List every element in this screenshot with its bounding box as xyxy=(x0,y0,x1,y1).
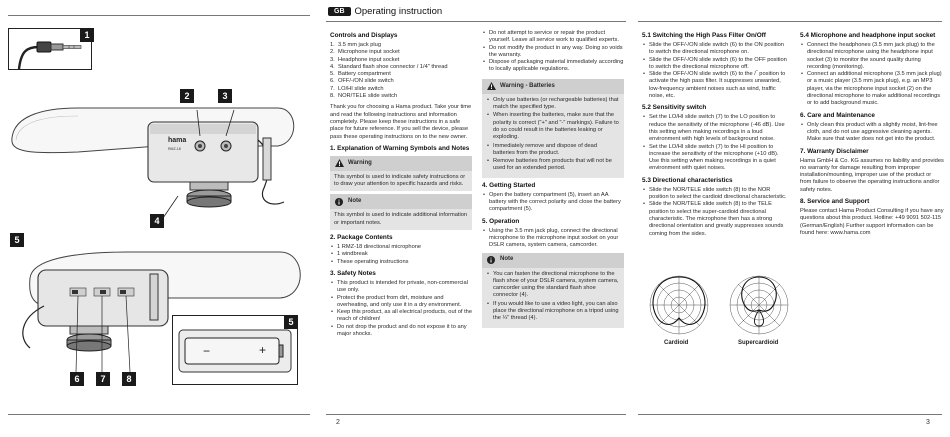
microphone-front-illustration xyxy=(8,90,298,220)
list-item: • Slide the OFF/-/ON slide switch (6) to the OFF position to switch the directional microphone off. xyxy=(642,57,788,72)
note-text: This symbol is used to indicate additional information or important notes. xyxy=(330,209,472,230)
battery-warning-notice xyxy=(482,79,624,178)
note-label: Note xyxy=(348,198,362,205)
list-item: 3. Headphone input socket xyxy=(330,56,400,63)
callout-7: 7 xyxy=(96,372,110,386)
s7-heading: 7. Warranty Disclaimer xyxy=(800,147,869,155)
list-item: • Remove batteries from products that will not be used for an extended period. xyxy=(486,158,620,173)
controls-heading: Controls and Displays xyxy=(330,32,398,39)
s6-list xyxy=(800,122,944,144)
list-item: • Do not attempt to service or repair the product yourself. Leave all service work to qualified experts. xyxy=(482,30,624,45)
page-number: 3 xyxy=(926,419,930,426)
list-item: • Slide the NOR/TELE slide switch (8) to the TELE position to select the super-cardioid directional characteristic. The microphone then has a strong directional orientation and greatly suppresses sounds coming from the sides. xyxy=(642,201,788,237)
note-icon xyxy=(486,256,496,265)
page-number: 2 xyxy=(336,419,340,426)
sec5-heading: 5. Operation xyxy=(482,217,520,225)
list-item: 1. 3.5 mm jack plug xyxy=(330,42,381,48)
package-list xyxy=(330,244,472,266)
column-d xyxy=(800,28,944,238)
top-rule xyxy=(8,15,310,16)
figure-page xyxy=(0,0,318,437)
s52-heading: 5.2 Sensitivity switch xyxy=(642,104,707,112)
list-item: • Using the 3.5 mm jack plug, connect the directional microphone to the microphone input socket on your DSLR camera, system camera, camcorder. xyxy=(482,228,624,250)
instruction-page-3 xyxy=(634,0,950,437)
cardioid-polar-diagram xyxy=(648,274,710,336)
battery-compartment-figure xyxy=(172,315,298,385)
callout-3: 3 xyxy=(218,89,232,103)
list-item: 5. Battery compartment xyxy=(330,71,391,78)
list-item: • Keep this product, as all electrical products, out of the reach of children! xyxy=(330,309,472,324)
page-header xyxy=(328,6,442,17)
column-b xyxy=(482,30,624,331)
list-item: • You can fasten the directional microphone to the flash shoe of your DSLR camera, system camera, camcorder using the standard flash shoe connector (4). xyxy=(486,271,620,300)
supercardioid-polar-diagram xyxy=(728,274,790,336)
note-icon xyxy=(334,197,344,206)
supercardioid-label: Supercardioid xyxy=(738,340,779,346)
list-item: 6. OFF/-/ON slide switch xyxy=(330,78,394,85)
getting-started-list xyxy=(482,192,624,214)
battery-icon xyxy=(173,316,299,386)
battery-warning-label: Warning - Batteries xyxy=(500,82,555,89)
list-item: 7. LO/HI slide switch xyxy=(330,85,384,92)
callout-8: 8 xyxy=(122,372,136,386)
callout-2: 2 xyxy=(180,89,194,103)
page-title: Operating instruction xyxy=(354,6,443,17)
language-tag: GB xyxy=(328,7,351,16)
list-item: • If you would like to use a video light, you can also place the directional microphone on a tripod using the ¼" thread (4). xyxy=(486,301,620,323)
svg-text:hama: hama xyxy=(168,137,187,144)
s6-heading: 6. Care and Maintenance xyxy=(800,111,875,119)
note-notice xyxy=(330,194,472,230)
operation-note-notice xyxy=(482,253,624,328)
s53-heading: 5.3 Directional characteristics xyxy=(642,176,733,184)
s54-list xyxy=(800,42,944,108)
list-item: • Slide the NOR/TELE slide switch (8) to the NOR position to select the cardioid directional characteristic. xyxy=(642,187,788,202)
list-item: • Do not drop the product and do not expose it to any major shocks. xyxy=(330,324,472,339)
warning-icon xyxy=(486,82,496,91)
s7-text: Hama GmbH & Co. KG assumes no liability and provides no warranty for damage resulting from improper installation/mounting, improper use of the product or from failure to observe the operating instructions and/or safety notes. xyxy=(800,157,944,193)
list-item: • When inserting the batteries, make sure that the polarity is correct ("+" and "-" markings). Failure to do so could result in the batteries leaking or exploding. xyxy=(486,112,620,141)
s51-list xyxy=(642,42,788,100)
warning-label: Warning xyxy=(348,159,372,166)
list-item: • Immediately remove and dispose of dead batteries from the product. xyxy=(486,143,620,158)
list-item: 8. NOR/TELE slide switch xyxy=(330,93,398,100)
column-c xyxy=(642,28,788,240)
list-item: • 1 RMZ-18 directional microphone xyxy=(330,244,472,251)
intro-text: Thank you for choosing a Hama product. Take your time and read the following instructions and information completely. Please keep these instructions in a safe place for future reference. If you sell the device, please pass these operating instructions on to the new owner. xyxy=(330,104,472,140)
list-item: • Connect an additional microphone (3.5 mm jack plug) or a music player (3.5 mm jack plug), e.g. an MP3 player, via the microphone input socket (2) on the directional microphone to make additional recordings or to add background music. xyxy=(800,71,944,107)
s8-text: Please contact Hama Product Consulting if you have any questions about this product. Hotline: +49 9091 502-115 (German/English) Further support information can be found here: www.hama.com xyxy=(800,208,944,236)
list-item: • Connect the headphones (3.5 mm jack plug) to the directional microphone using the headphone input socket (3) to monitor the sound quality during recording (monitoring). xyxy=(800,42,944,71)
callout-6: 6 xyxy=(70,372,84,386)
list-item: • Slide the OFF/-/ON slide switch (6) to the ON position to switch the directional microphone on. xyxy=(642,42,788,57)
list-item: 4. Standard flash shoe connector / 1/4" thread xyxy=(330,63,448,70)
callout-5: 5 xyxy=(10,233,24,247)
operation-note-label: Note xyxy=(500,256,514,263)
battery-plus-label: + xyxy=(259,343,267,357)
list-item: • Only use batteries (or rechargeable batteries) that match the specified type. xyxy=(486,97,620,112)
safety-list xyxy=(330,280,472,338)
column-a xyxy=(330,28,472,340)
operation-list xyxy=(482,228,624,250)
list-item: • Open the battery compartment (5), insert an AA battery with the correct polarity and close the battery compartment (5). xyxy=(482,192,624,214)
list-item: • This product is intended for private, non-commercial use only. xyxy=(330,280,472,295)
warning-icon xyxy=(334,159,344,168)
callout-5-inset: 5 xyxy=(284,315,298,329)
bottom-rule xyxy=(8,414,310,415)
top-rule xyxy=(326,21,626,22)
s8-heading: 8. Service and Support xyxy=(800,198,870,206)
top-rule xyxy=(638,21,942,22)
s51-heading: 5.1 Switching the High Pass Filter On/Off xyxy=(642,32,766,39)
list-item: 2. Microphone input socket xyxy=(330,49,400,56)
list-item: • Dispose of packaging material immediately according to locally applicable regulations. xyxy=(482,59,624,74)
controls-list xyxy=(330,42,472,100)
warning-text: This symbol is used to indicate safety instructions or to draw your attention to specific hazards and risks. xyxy=(330,171,472,192)
svg-text:RMZ-18: RMZ-18 xyxy=(168,147,181,151)
list-item: • 1 windbreak xyxy=(330,251,472,258)
list-item: • Do not modify the product in any way. Doing so voids the warranty. xyxy=(482,45,624,60)
sec3-heading: 3. Safety Notes xyxy=(330,269,376,277)
battery-minus-label: − xyxy=(203,344,211,358)
s53-list xyxy=(642,187,788,238)
warning-notice xyxy=(330,156,472,192)
cardioid-label: Cardioid xyxy=(664,340,689,346)
list-item: • Only clean this product with a slightly moist, lint-free cloth, and do not use aggressive cleaning agents. Make sure that water does not get into the product. xyxy=(800,122,944,144)
list-item: • Set the LO/HI slide switch (7) to the LO position to reduce the sensitivity of the microphone (-46 dB). Use this setting when making recordings in a loud environment with high levels of background noise. xyxy=(642,114,788,143)
bottom-rule xyxy=(638,414,942,415)
s52-list xyxy=(642,114,788,172)
sec2-heading: 2. Package Contents xyxy=(330,234,393,242)
safety-list-cont xyxy=(482,30,624,74)
list-item: • These operating instructions xyxy=(330,259,472,266)
s54-heading: 5.4 Microphone and headphone input socket xyxy=(800,32,936,39)
callout-1: 1 xyxy=(80,28,94,42)
bottom-rule xyxy=(326,414,626,415)
list-item: • Protect the product from dirt, moisture and overheating, and only use it in a dry environment. xyxy=(330,295,472,310)
sec4-heading: 4. Getting Started xyxy=(482,181,536,189)
instruction-page-2 xyxy=(318,0,634,437)
callout-4: 4 xyxy=(150,214,164,228)
list-item: • Slide the OFF/-/ON slide switch (6) to the /‾ position to activate the high pass filter. It suppresses unwanted, low-frequency ambient noises such as wind, traffic noise, etc. xyxy=(642,71,788,100)
sec1-heading: 1. Explanation of Warning Symbols and Notes xyxy=(330,144,470,152)
list-item: • Set the LO/HI slide switch (7) to the HI position to increase the sensitivity of the microphone (+10 dB). Use this setting when making recordings in a quiet environment with quiet noises. xyxy=(642,144,788,173)
